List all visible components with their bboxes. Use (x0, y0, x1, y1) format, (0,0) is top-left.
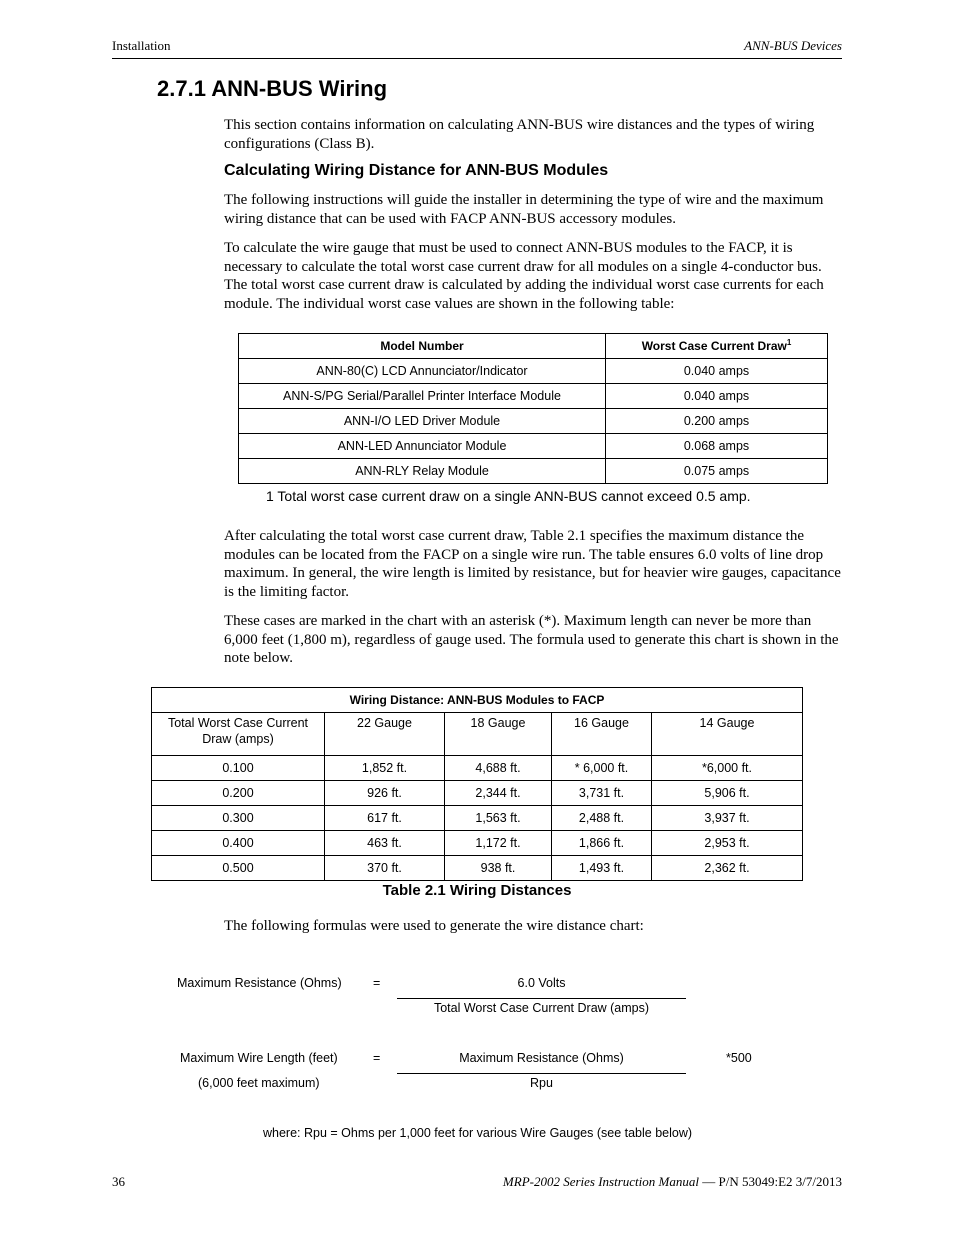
wiring-distance-table (151, 687, 803, 881)
table-header-row (239, 334, 828, 359)
formula1-equals: = (373, 976, 381, 990)
cell: 2,344 ft. (445, 781, 552, 806)
cell: 0.068 amps (606, 434, 828, 459)
col-header-16: 16 Gauge (552, 713, 652, 756)
footer-manual: MRP-2002 Series Instruction Manual — P/N 53049:E2 3/7/2013 (502, 1174, 842, 1189)
cell: 0.100 (152, 756, 325, 781)
cell: * 6,000 ft. (552, 756, 652, 781)
formula2-fraction-bar (397, 1073, 686, 1074)
col-header-22: 22 Gauge (325, 713, 445, 756)
current-draw-table (238, 333, 828, 484)
footnote-marker: 1 (786, 338, 792, 347)
table-row (152, 856, 803, 881)
cell: 2,488 ft. (552, 806, 652, 831)
cell: 4,688 ft. (445, 756, 552, 781)
cell: 3,937 ft. (652, 806, 803, 831)
formula1-denominator: Total Worst Case Current Draw (amps) (433, 1001, 650, 1015)
cell: 0.075 amps (606, 459, 828, 484)
cell: 617 ft. (325, 806, 445, 831)
col-header-current: Worst Case Current Draw$^1$ (606, 334, 828, 359)
cell: 0.200 (152, 781, 325, 806)
formula2-denominator: Rpu (530, 1076, 553, 1090)
formula1-fraction-bar (397, 998, 686, 999)
cell: 0.040 amps (606, 359, 828, 384)
cell: 926 ft. (325, 781, 445, 806)
intro-paragraph: This section contains information on calculating ANN-BUS wire distances and the types of wiring configurations (Class B). (224, 117, 815, 152)
cell: *6,000 ft. (652, 756, 803, 781)
cell: 0.400 (152, 831, 325, 856)
cell: 463 ft. (325, 831, 445, 856)
col-header-model: Model Number (239, 334, 606, 359)
paragraph-4: These cases are marked in the chart with an asterisk (*). Maximum length can never be more than 6,000 feet (1,800 m), regardless of gauge used. The formula used to generate this chart is shown in the note below. (224, 613, 839, 667)
header-rule (112, 58, 842, 59)
cell: ANN-S/PG Serial/Parallel Printer Interface Module (239, 384, 606, 409)
table-row (239, 384, 828, 409)
table-row (152, 831, 803, 856)
col-header-18: 18 Gauge (445, 713, 552, 756)
paragraph-2: To calculate the wire gauge that must be used to connect ANN-BUS modules to the FACP, it is necessary to calculate the total worst case current draw for all modules on a single 4-conductor bus. The total worst case current draw is calculated by adding the individual worst case currents for each module. The individual worst case values are shown in the following table: (224, 240, 824, 313)
paragraph-1: The following instructions will guide the installer in determining the type of wire and the maximum wiring distance that can be used with FACP ANN-BUS accessory modules. (224, 192, 824, 227)
cell: 1,563 ft. (445, 806, 552, 831)
header-left: Installation (112, 38, 171, 53)
formula2-multiplier: *500 (726, 1051, 752, 1065)
table-caption: Table 2.1 Wiring Distances (382, 882, 572, 899)
cell: ANN-80(C) LCD Annunciator/Indicator (239, 359, 606, 384)
formula-where-note: where: Rpu = Ohms per 1,000 feet for various Wire Gauges (see table below) (263, 1126, 693, 1140)
formula1-lhs: Maximum Resistance (Ohms) (177, 976, 342, 990)
formula1-numerator: 6.0 Volts (517, 976, 566, 990)
col-header-14: 14 Gauge (652, 713, 803, 756)
cell: ANN-RLY Relay Module (239, 459, 606, 484)
cell: ANN-LED Annunciator Module (239, 434, 606, 459)
table-row (152, 781, 803, 806)
page-number: 36 (112, 1174, 125, 1189)
paragraph-5: The following formulas were used to generate the wire distance chart: (224, 918, 644, 934)
table-row (152, 756, 803, 781)
cell: 0.500 (152, 856, 325, 881)
formula2-lhs-note: (6,000 feet maximum) (198, 1076, 320, 1090)
formula2-lhs: Maximum Wire Length (feet) (180, 1051, 338, 1065)
cell: 1,172 ft. (445, 831, 552, 856)
formula2-equals: = (373, 1051, 381, 1065)
table-title-row (152, 688, 803, 713)
cell: 0.040 amps (606, 384, 828, 409)
table-row (239, 359, 828, 384)
table-header-row (152, 713, 803, 756)
cell: 0.300 (152, 806, 325, 831)
table-row (239, 409, 828, 434)
cell: 3,731 ft. (552, 781, 652, 806)
cell: 1,866 ft. (552, 831, 652, 856)
table-title: Wiring Distance: ANN-BUS Modules to FACP (152, 688, 803, 713)
cell: 2,362 ft. (652, 856, 803, 881)
paragraph-3: After calculating the total worst case current draw, Table 2.1 specifies the maximum distance the modules can be located from the FACP on a single wire run. The table ensures 6.0 volts of line drop maximum. In general, the wire length is limited by resistance, but for heavier wire gauges, capacitance is the limiting factor. (224, 528, 841, 601)
cell: 1,852 ft. (325, 756, 445, 781)
table-footnote: 1 Total worst case current draw on a single ANN-BUS cannot exceed 0.5 amp. (266, 488, 751, 504)
cell: 1,493 ft. (552, 856, 652, 881)
header-right: ANN-BUS Devices (744, 38, 842, 53)
cell: 0.200 amps (606, 409, 828, 434)
cell: 2,953 ft. (652, 831, 803, 856)
table-row (239, 434, 828, 459)
cell: 5,906 ft. (652, 781, 803, 806)
table-row (239, 459, 828, 484)
cell: 938 ft. (445, 856, 552, 881)
subsection-title: Calculating Wiring Distance for ANN-BUS Modules (224, 162, 609, 179)
table-row (152, 806, 803, 831)
col-header-current: Total Worst Case Current Draw (amps) (152, 713, 325, 756)
cell: 370 ft. (325, 856, 445, 881)
section-title: 2.7.1 ANN-BUS Wiring (157, 76, 388, 101)
cell: ANN-I/O LED Driver Module (239, 409, 606, 434)
formula2-numerator: Maximum Resistance (Ohms) (459, 1051, 624, 1065)
